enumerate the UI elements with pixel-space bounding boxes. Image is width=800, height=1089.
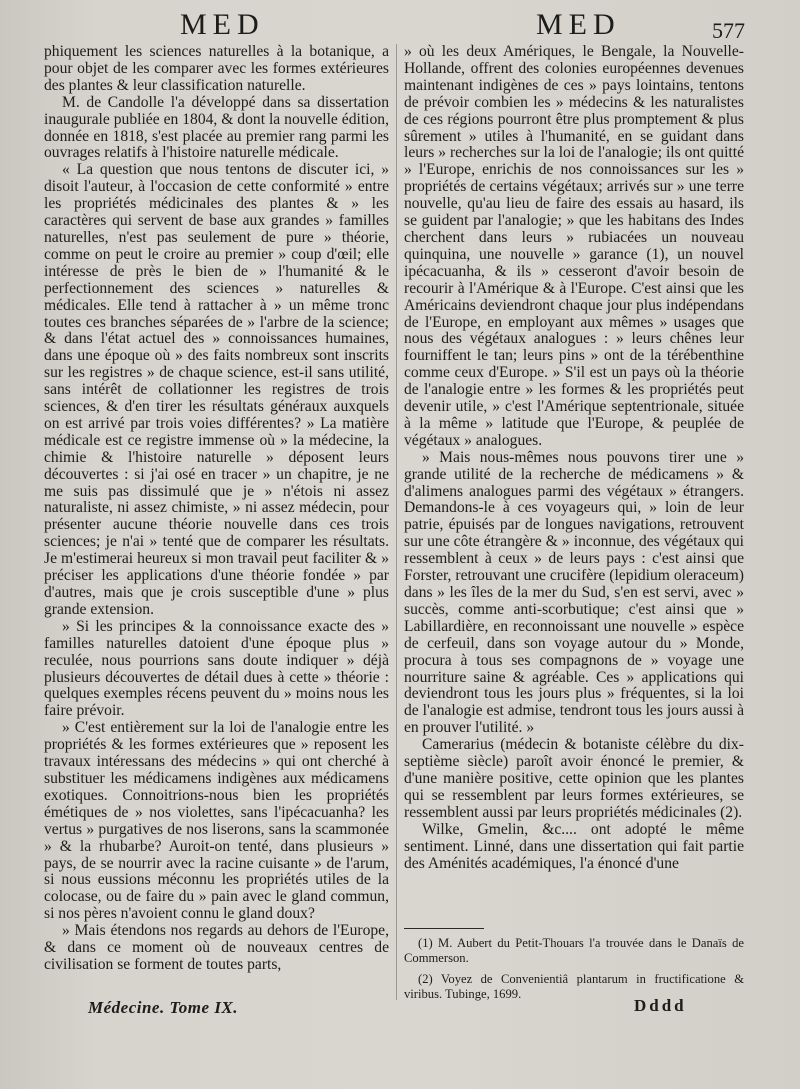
paragraph: » C'est entièrement sur la loi de l'analogie entre les propriétés & les formes extérieures que » reposent les travaux intéressans des médecins » qui ont cherché à substituer les médicamens indigènes aux médicamens exotiques. Connoitrions-nous bien les propriétés émétiques de » nos violettes, sans l'ipécacuanha? les vertus » purgatives de nos liserons, sans la scammonée » & la rhubarbe? Auroit-on tenté, dans plusieurs » pays, de se nourrir avec la racine cuisante » de l'arum, si nous eussions méconnu les propriétés utiles de la colocase, ou de faire du » pain avec le gland commun, si nos pères n'avoient connu le gland doux? <box>44 719 389 923</box>
running-title-left: MED <box>180 8 265 41</box>
paragraph: » Si les principes & la connoissance exacte des » familles naturelles datoient d'une époque plus » reculée, nous pourrions sans doute indiquer » déjà plusieurs découvertes de détail dues à cette » théorie : quelques exemples récens peuvent du » moins nous les faire prévoir. <box>44 617 389 720</box>
running-head <box>0 8 800 44</box>
footnote: (2) Voyez de Convenientiâ plantarum in fructificatione & viribus. Tubinge, 1699. <box>404 972 744 1001</box>
paragraph: « La question que nous tentons de discuter ici, » disoit l'auteur, à l'occasion de cette conformité » entre les propriétés médicinales des plantes & » les caractères qui servent de base aux grandes » familles naturelles, n'est pas seulement de pure » théorie, comme on peut le croire au premier » coup d'œil; elle intéresse de près le bien de » l'humanité & le perfectionnement des sciences » naturelles & médicales. Elle tend à rattacher à » un même tronc toutes ces branches séparées de » l'arbre de la science; & dans l'état actuel des » connoissances humaines, dans une époque où » des faits nombreux sont inscrits sur les registres » de chaque science, est-il sans utilité, sans intérêt de collationner les registres de trois sciences, & d'en tirer les résultats généraux auxquels on est arrivé par trois voies différentes? » La matière médicale est ce registre immense où » la médecine, la chimie & l'histoire naturelle » déposent leurs découvertes : si j'ai osé en tracer » un chapitre, je ne me suis pas dissimulé que je » n'étois ni assez naturaliste, ni assez chimiste, » ni assez médecin, pour présenter aucune théorie nouvelle dans ces trois sciences; je n'ai » tenté que de comparer les résultats. Je m'estimerai heureux si mon travail peut faciliter & » préciser les applications d'une théorie fondée » par d'autres, mais que je crois susceptible d'une » plus grande extension. <box>44 161 389 618</box>
right-column <box>404 44 744 872</box>
column-divider <box>396 44 397 1000</box>
running-title-right: MED <box>536 8 621 41</box>
volume-signature: Médecine. Tome IX. <box>88 998 239 1017</box>
paragraph: » Mais étendons nos regards au dehors de l'Europe, & dans ce moment où de nouveaux centres de civilisation se forment de toutes parts, <box>44 922 389 973</box>
left-column <box>44 44 389 974</box>
paragraph: Camerarius (médecin & botaniste célèbre du dix-septième siècle) paroît avoir énoncé le premier, & d'une manière positive, cette opinion que les plantes qui se ressemblent par leurs formes extérieures, se ressemblent aussi par leurs propriétés médicinales (2). <box>404 736 744 821</box>
paragraph: » où les deux Amériques, le Bengale, la Nouvelle-Hollande, offrent des colonies européennes devenues maintenant indigènes de ces » pays lointains, tentons de prévoir combien les » médecins & les naturalistes de ces régions pourront être plus promptement & plus sûrement » utiles à l'humanité, en se guidant dans leurs » recherches sur la loi de l'analogie; ils ont quitté » l'Europe, enrichis de nos connoissances sur les » propriétés de certains végétaux; arrivés sur » une terre nouvelle, qu'au lieu de faire des essais au hasard, ils se guident par l'analogie; » que les habitans des Indes cherchent dans leurs » rubiacées un nouveau quinquina, une nouvelle » garance (1), un nouvel ipécacuanha, & ils » cesseront d'avoir besoin de recourir à l'Amérique & à l'Europe. C'est ainsi que les Américains deviendront chaque jour plus indépendans de l'Europe, en employant aux mêmes » usages que nous des végétaux analogues : » leurs chênes leur fourniffent le tan; leurs pins » ont de la térébenthine comme ceux d'Europe. » S'il est un pays où la théorie de l'analogie entre » les formes & les propriétés peut devenir utile, » c'est l'Amérique septentrionale, située à la même » latitude que l'Europe, & peuplée de végétaux » analogues. <box>404 43 744 449</box>
paragraph: M. de Candolle l'a développé dans sa dissertation inaugurale publiée en 1804, & dont la nouvelle édition, donnée en 1818, s'est placée au premier rang parmi les ouvrages relatifs à l'histoire naturelle médicale. <box>44 93 389 162</box>
paragraph: » Mais nous-mêmes nous pouvons tirer une » grande utilité de la recherche de médicamens » & d'alimens analogues parmi des végétaux » étrangers. Demandons-le à ces voyageurs qui, » loin de leur patrie, épuisés par de longues navigations, retrouvent sur une côte étrangère & » inconnue, des végétaux qui ressemblent à ceux » de leurs pays : c'est ainsi que Forster, retrouvant une crucifère (lepidium oleraceum) dans » les îles de la mer du Sud, s'en est servi, avec » succès, comme anti-scorbutique; c'est ainsi que » Labillardière, en reconnoissant une nouvelle » espèce de cerfeuil, dans son voyage autour du » Monde, procura à tous ses compagnons de » voyage une nourriture saine & agréable. Ces » applications qui deviendront tous les jours plus » fréquentes, si la loi de l'analogie est admise, tendront tous les jours aussi à en prouver l'utilité. » <box>404 448 744 737</box>
footnotes <box>404 936 744 1008</box>
paragraph: Wilke, Gmelin, &c.... ont adopté le même sentiment. Linné, dans une dissertation qui fait partie des Aménités académiques, l'a énoncé d'une <box>404 820 744 872</box>
footnote: (1) M. Aubert du Petit-Thouars l'a trouvée dans le Danaïs de Commerson. <box>404 936 744 965</box>
page-number: 577 <box>712 18 745 43</box>
footnote-rule <box>404 928 484 929</box>
gathering-signature: Dddd <box>634 996 687 1015</box>
paragraph: phiquement les sciences naturelles à la botanique, a pour objet de les comparer avec les formes extérieures des plantes & leur classification naturelle. <box>44 43 389 94</box>
